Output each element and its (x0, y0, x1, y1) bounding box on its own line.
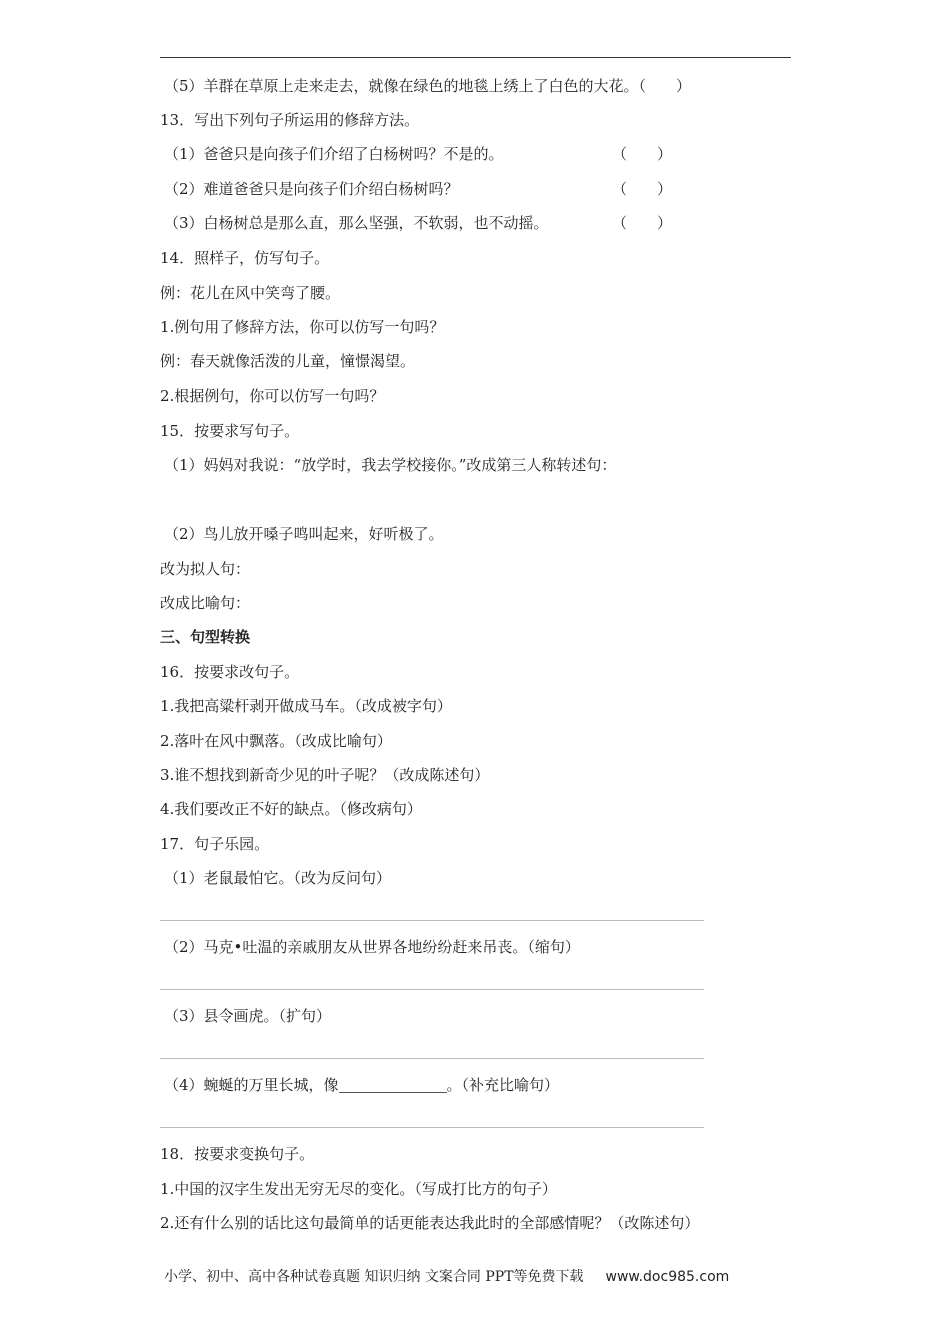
question-17-title: 17．句子乐园。 (160, 835, 270, 853)
question-13-title: 13．写出下列句子所运用的修辞方法。 (160, 111, 420, 129)
question-15-title: 15．按要求写句子。 (160, 422, 300, 440)
answer-line[interactable] (160, 920, 704, 921)
example-2: 例：春天就像活泼的儿童，憧憬渴望。 (160, 352, 416, 370)
question-17-1: （1）老鼠最怕它。（改为反问句） (164, 869, 392, 887)
answer-paren-13-3[interactable]: （ ） (612, 214, 673, 232)
question-18-2: 2.还有什么别的话比这句最简单的话更能表达我此时的全部感情呢？（改陈述句） (160, 1214, 700, 1232)
question-17-4-start: （4）蜿蜒的万里长城，像 (164, 1076, 339, 1094)
answer-paren-13-2[interactable]: （ ） (612, 180, 673, 198)
question-17-2: （2）马克•吐温的亲戚朋友从世界各地纷纷赶来吊丧。（缩句） (164, 938, 580, 956)
answer-line[interactable] (160, 989, 704, 990)
question-17-3: （3）县令画虎。（扩句） (164, 1007, 332, 1025)
footer-text: 小学、初中、高中各种试卷真题 知识归纳 文案合同 PPT等免费下载 (164, 1269, 584, 1285)
question-16-4: 4.我们要改正不好的缺点。（修改病句） (160, 800, 422, 818)
personification-prompt: 改为拟人句： (160, 560, 251, 578)
example-1: 例：花儿在风中笑弯了腰。 (160, 284, 341, 302)
question-18-1: 1.中国的汉字生发出无穷无尽的变化。（写成打比方的句子） (160, 1180, 557, 1198)
question-13-3: （3）白杨树总是那么直，那么坚强，不软弱，也不动摇。 (164, 214, 549, 232)
section-heading: 三、句型转换 (160, 628, 251, 646)
footer-site[interactable]: www.doc985.com (605, 1269, 730, 1285)
page-footer (164, 1267, 729, 1287)
question-16-1: 1.我把高粱杆剥开做成马车。（改成被字句） (160, 697, 452, 715)
question-12-5: （5）羊群在草原上走来走去，就像在绿色的地毯上绣上了白色的大花。（ ） (164, 77, 692, 95)
question-14-title: 14．照样子，仿写句子。 (160, 249, 330, 267)
fill-blank[interactable] (339, 1076, 447, 1093)
question-17-4 (164, 1075, 559, 1095)
question-15-1: （1）妈妈对我说：“放学时，我去学校接你。”改成第三人称转述句： (164, 456, 617, 474)
answer-paren-13-1[interactable]: （ ） (612, 145, 673, 163)
metaphor-prompt: 改成比喻句： (160, 594, 251, 612)
question-18-title: 18．按要求变换句子。 (160, 1145, 315, 1163)
question-13-2: （2）难道爸爸只是向孩子们介绍白杨树吗？ (164, 180, 459, 198)
question-14-1: 1.例句用了修辞方法，你可以仿写一句吗？ (160, 318, 445, 336)
answer-line[interactable] (160, 1058, 704, 1059)
question-13-1: （1）爸爸只是向孩子们介绍了白杨树吗？不是的。 (164, 145, 504, 163)
question-16-3: 3.谁不想找到新奇少见的叶子呢？（改成陈述句） (160, 766, 490, 784)
question-17-4-end: 。（补充比喻句） (446, 1076, 560, 1094)
question-16-title: 16．按要求改句子。 (160, 663, 300, 681)
question-16-2: 2.落叶在风中飘落。（改成比喻句） (160, 732, 392, 750)
header-rule (160, 57, 791, 58)
question-14-2: 2.根据例句，你可以仿写一句吗？ (160, 387, 385, 405)
answer-line[interactable] (160, 1127, 704, 1128)
question-15-2: （2）鸟儿放开嗓子鸣叫起来，好听极了。 (164, 525, 444, 543)
